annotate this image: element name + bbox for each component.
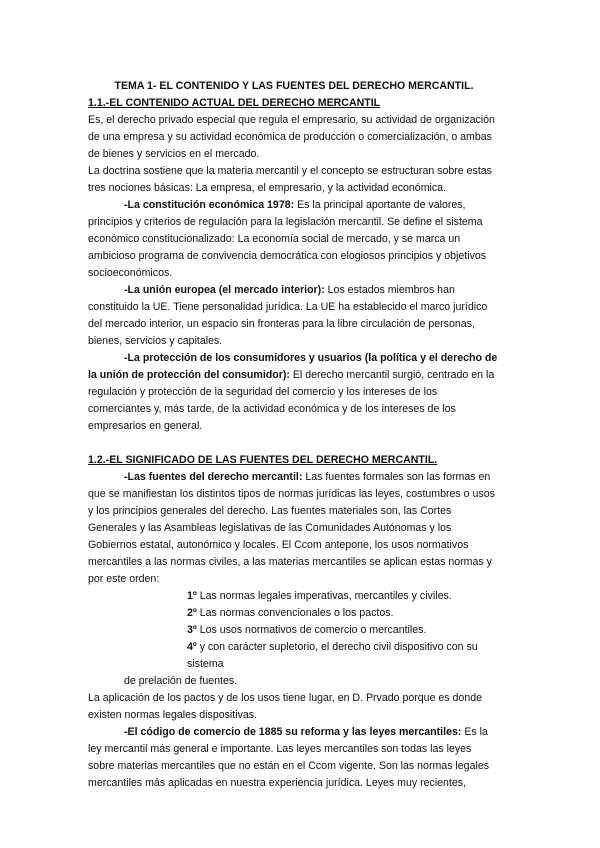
paragraph-consumidores [88, 350, 500, 435]
list-number: 3º [187, 624, 197, 636]
paragraph-constitucion [88, 197, 500, 282]
label-consumidores: -La protección de los consumidores y usuarios (la política y el derecho de la unión de protección del consumidor): [88, 352, 498, 381]
label-union-europea: -La unión europea (el mercado interior): [124, 284, 325, 296]
list-number: 4º [187, 641, 197, 653]
document-title: TEMA 1- EL CONTENIDO Y LAS FUENTES DEL DERECHO MERCANTIL. [114, 80, 474, 92]
paragraph-pactos: La aplicación de los pactos y de los usos tiene lugar, en D. Prvado porque es donde existen normas legales dispositivas. [88, 692, 482, 721]
document-page [88, 78, 500, 792]
list-number: 2º [187, 607, 197, 619]
list-item [88, 639, 500, 673]
text-union-europea: Los estados miembros han constituido la UE. Tiene personalidad jurídica. La UE ha establecido el marco jurídico del mercado interior, un espacio sin fronteras para la libre circulación de personas, bienes, servicios y capitales. [88, 284, 488, 347]
paragraph-definition: Es, el derecho privado especial que regula el empresario, su actividad de organización de una empresa y su actividad económica de producción o comercialización, o ambas de bienes y servicios en el mercado. [88, 114, 495, 160]
label-codigo-comercio: -El código de comercio de 1885 su reforma y las leyes mercantiles: [124, 726, 462, 738]
text-fuentes: Las fuentes formales son las formas en que se manifiestan los distintos tipos de normas jurídicas las leyes, costumbres o usos y los principios generales del derecho. Las fuentes materiales son, las Cortes Generales y las Asambleas legislativas de las Comunidades Autónomas y los Gobiernos estatal, autonómico y locales. El Ccom antepone, los usos normativos mercantiles a las normas civiles, a las materias mercantiles se aplican estas normas y por este orden: [88, 471, 495, 585]
paragraph-union-europea [88, 282, 500, 350]
paragraph-doctrine: La doctrina sostiene que la materia mercantil y el concepto se estructuran sobre estas tres nociones básicas: La empresa, el empresario, y la actividad económica. [88, 165, 492, 194]
list-text: Las normas convencionales o los pactos. [196, 607, 394, 619]
section-gap [88, 435, 500, 452]
paragraph-fuentes [88, 469, 500, 588]
list-number: 1º [187, 590, 197, 602]
list-text: y con carácter supletorio, el derecho civil dispositivo con su sistema [187, 641, 478, 670]
list-item [88, 622, 500, 639]
list-continuation: de prelación de fuentes. [124, 675, 238, 687]
text-constitucion: Es la principal aportante de valores, principios y criterios de regulación para la legislación mercantil. Se define el sistema económico constitucionalizado: La economía social de mercado, y se marca un ambicioso programa de convivencia democrática con elogiosos principios y objetivos socioeconómicos. [88, 199, 487, 279]
paragraph-codigo-comercio [88, 724, 500, 792]
list-item [88, 588, 500, 605]
list-text: Los usos normativos de comercio o mercantiles. [196, 624, 427, 636]
section-heading-1-2: 1.2.-EL SIGNIFICADO DE LAS FUENTES DEL DERECHO MERCANTIL. [88, 454, 438, 466]
text-codigo-comercio: Es la ley mercantil más general e importante. Las leyes mercantiles son todas las leyes sobre materias mercantiles que no están en el Ccom vigente. Son las normas legales mercantiles más aplicadas en nuestra experiencia jurídica. Leyes muy recientes, [88, 726, 490, 789]
section-heading-1-1: 1.1.-EL CONTENIDO ACTUAL DEL DERECHO MERCANTIL [88, 97, 381, 109]
list-item [88, 605, 500, 622]
list-text: Las normas legales imperativas, mercantiles y civiles. [196, 590, 452, 602]
text-consumidores: El derecho mercantil surgió, centrado en la regulación y protección de la seguridad del comercio y los intereses de los comerciantes y, más tarde, de la actividad económica y de los intereses de los empresarios en general. [88, 369, 495, 432]
label-fuentes: -Las fuentes del derecho mercantil: [124, 471, 303, 483]
label-constitucion: -La constitución económica 1978: [124, 199, 295, 211]
